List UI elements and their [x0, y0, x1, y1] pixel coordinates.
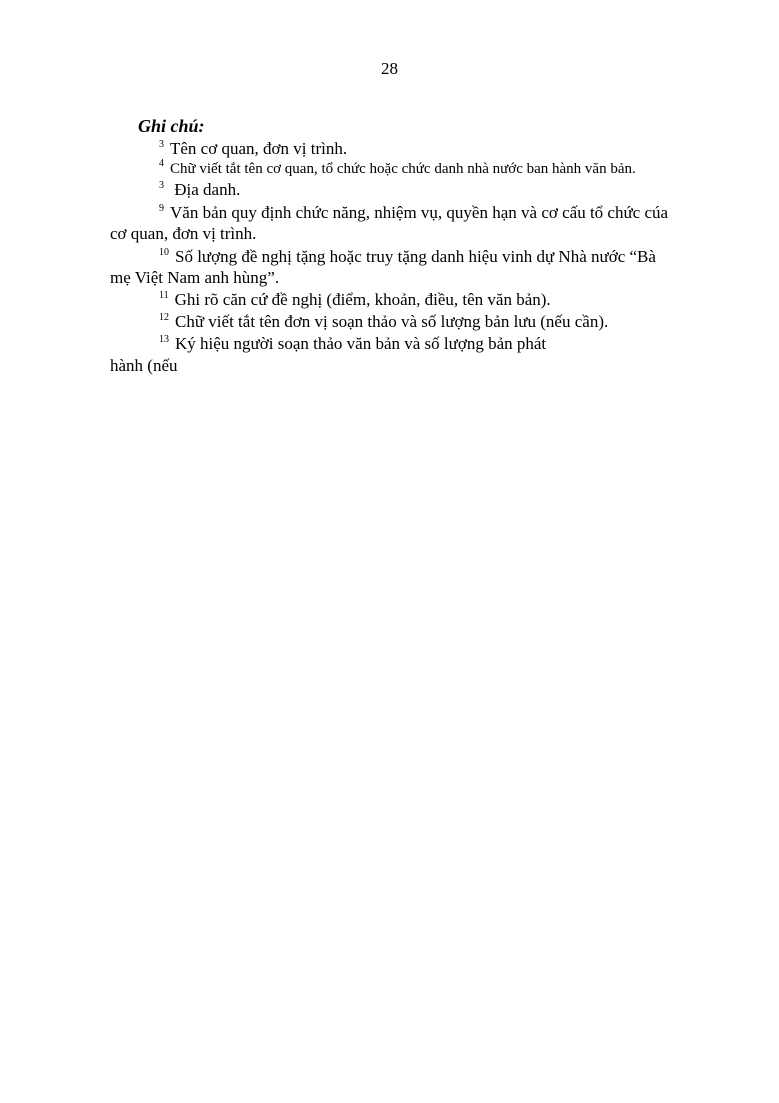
page-number: 28	[381, 59, 398, 78]
note-text: Ghi rõ căn cứ đề nghị (điểm, khoản, điều, tên văn bản).	[174, 290, 551, 309]
note-text: Tên cơ quan, đơn vị trình.	[170, 139, 348, 158]
note-text: Số lượng đề nghị tặng hoặc truy tặng danh hiệu vinh dự Nhà nước “Bà	[175, 247, 656, 266]
note-item	[159, 179, 240, 203]
note-text: Ký hiệu người soạn thảo văn bản và số lượng bản phát	[175, 334, 547, 353]
note-item	[159, 333, 546, 357]
note-text: Chữ viết tắt tên đơn vị soạn thảo và số lượng bản lưu (nếu cần).	[175, 312, 609, 331]
note-item	[159, 311, 608, 335]
note-text-continuation: mẹ Việt Nam anh hùng”.	[110, 268, 280, 287]
footnote-marker: 11	[159, 290, 169, 301]
notes-heading: Ghi chú:	[138, 116, 205, 136]
footnote-marker: 12	[159, 312, 169, 323]
note-text: Chữ viết tắt tên cơ quan, tổ chức hoặc chức danh nhà nước ban hành văn bản.	[170, 161, 636, 177]
footnote-marker: 4	[159, 158, 164, 169]
footnote-marker: 3	[159, 139, 164, 150]
note-text-continuation: hành (nếu	[110, 356, 178, 375]
footnote-marker: 10	[159, 247, 169, 258]
note-item	[159, 289, 551, 313]
note-text: Văn bản quy định chức năng, nhiệm vụ, quyền hạn và cơ cấu tổ chức cúa	[170, 203, 669, 222]
note-item	[159, 159, 636, 181]
note-text: Địa danh.	[170, 180, 241, 199]
note-text-continuation: cơ quan, đơn vị trình.	[110, 224, 257, 243]
footnote-marker: 13	[159, 334, 169, 345]
footnote-marker: 9	[159, 203, 164, 214]
footnote-marker: 3	[159, 180, 164, 191]
